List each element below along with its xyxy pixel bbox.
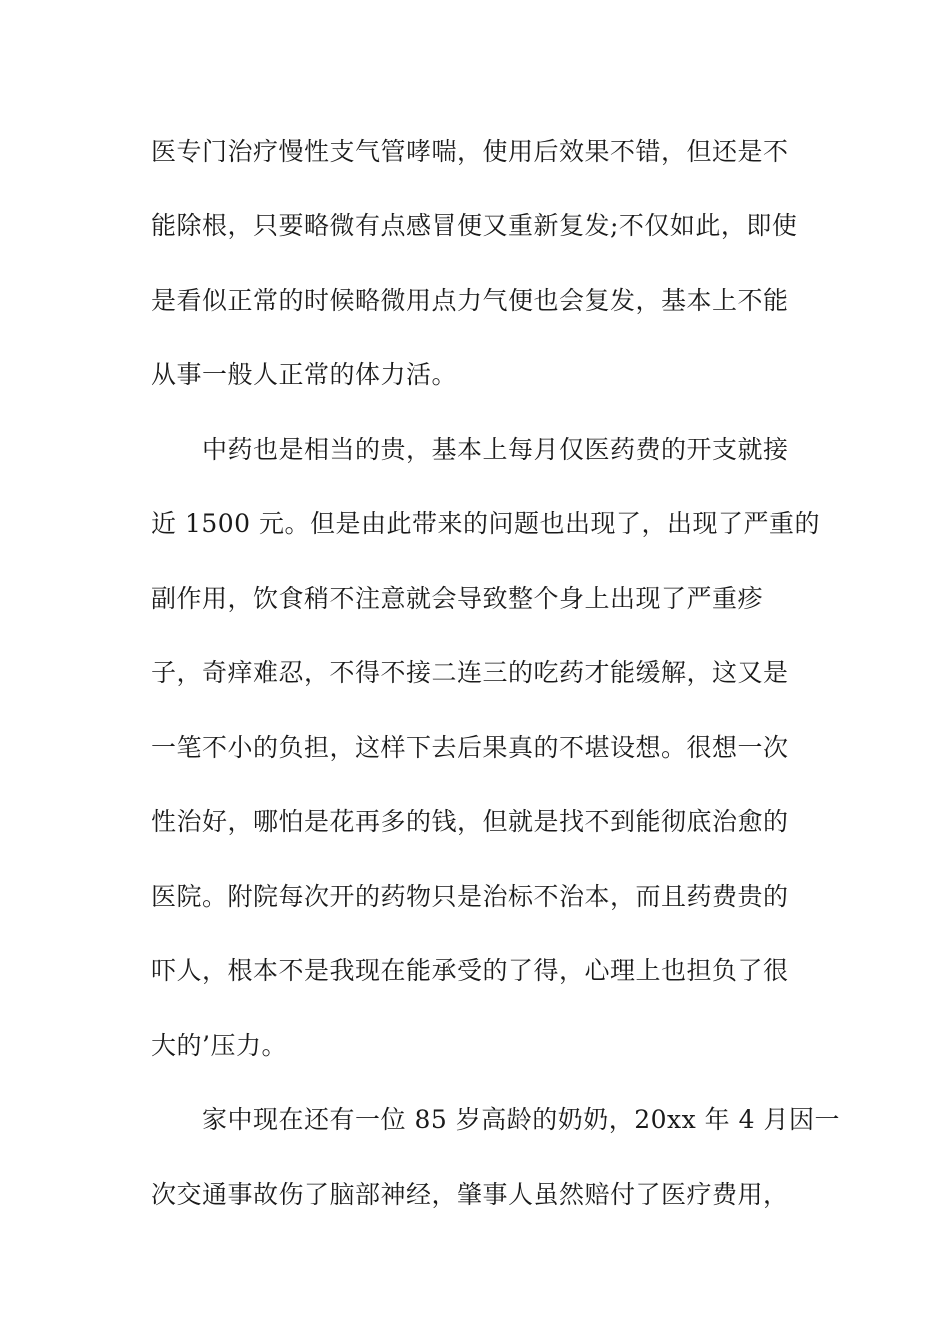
text-line: 能除根，只要略微有点感冒便又重新复发;不仅如此，即使 [151, 211, 798, 240]
text-line: 从事一般人正常的体力活。 [151, 360, 458, 389]
paragraph-first-line: 中药也是相当的贵，基本上每月仅医药费的开支就接 [202, 435, 789, 464]
text-line: 近 1500 元。但是由此带来的问题也出现了，出现了严重的 [151, 509, 821, 538]
text-line: 吓人，根本不是我现在能承受的了得，心理上也担负了很 [151, 956, 789, 985]
text-line: 医专门治疗慢性支气管哮喘，使用后效果不错，但还是不 [151, 137, 789, 166]
text-line: 性治好，哪怕是花再多的钱，但就是找不到能彻底治愈的 [151, 807, 789, 836]
text-line: 次交通事故伤了脑部神经，肇事人虽然赔付了医疗费用， [151, 1180, 789, 1209]
text-line: 医院。附院每次开的药物只是治标不治本，而且药费贵的 [151, 882, 789, 911]
paragraph-first-line: 家中现在还有一位 85 岁高龄的奶奶，20xx 年 4 月因一 [202, 1105, 840, 1134]
text-line: 大的’压力。 [151, 1031, 287, 1060]
text-line: 副作用，饮食稍不注意就会导致整个身上出现了严重疹 [151, 584, 764, 613]
text-line: 子，奇痒难忍，不得不接二连三的吃药才能缓解，这又是 [151, 658, 789, 687]
text-line: 一笔不小的负担，这样下去后果真的不堪设想。很想一次 [151, 733, 789, 762]
text-line: 是看似正常的时候略微用点力气便也会复发，基本上不能 [151, 286, 789, 315]
